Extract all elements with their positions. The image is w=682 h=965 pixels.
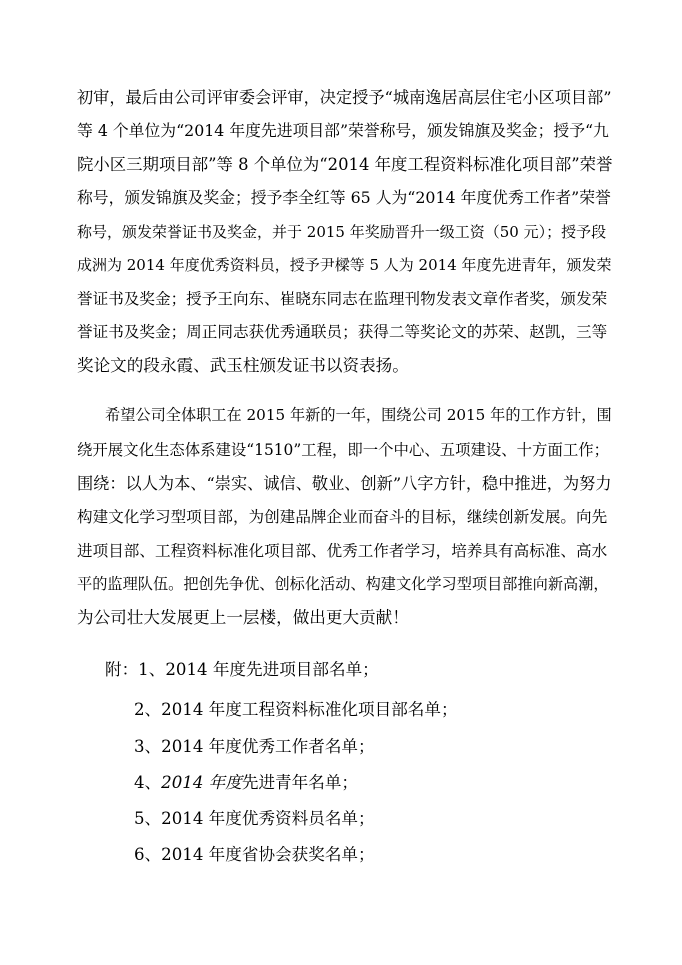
- text-line: 进项目部、工程资料标准化项目部、优秀工作者学习，培养具有高标准、高水: [77, 542, 608, 560]
- text-line: 绕开展文化生态体系建设“1510”工程，即一个中心、五项建设、十方面工作；: [77, 441, 610, 459]
- text-line: 初审，最后由公司评审委会评审，决定授予“城南逸居高层住宅小区项目部”: [77, 88, 612, 107]
- attachment-item: [134, 773, 358, 793]
- attachment-number: 4、: [134, 773, 162, 792]
- text-line: 等 4 个单位为“2014 年度先进项目部”荣誉称号，颁发锦旗及奖金；授予“九: [77, 121, 609, 140]
- text-line: 奖论文的段永霞、武玉柱颁发证书以资表扬。: [77, 356, 409, 375]
- text-line: 平的监理队伍。把创先争优、创标化活动、构建文化学习型项目部推向新高潮，: [77, 575, 609, 593]
- attachment-item: [134, 809, 375, 829]
- text-line: 称号，颁发锦旗及奖金；授予李全红等 65 人为“2014 年度优秀工作者”荣誉: [77, 188, 611, 207]
- text-line: 称号，颁发荣誉证书及奖金，并于 2015 年奖励晋升一级工资（50 元）；授予段: [77, 223, 607, 241]
- text-line: 院小区三期项目部”等 8 个单位为“2014 年度工程资料标准化项目部”荣誉: [77, 155, 613, 174]
- text-line: 成洲为 2014 年度优秀资料员，授予尹樑等 5 人为 2014 年度先进青年，颁发荣: [77, 256, 612, 274]
- attachment-number: 3、: [134, 737, 162, 756]
- attachment-item: [134, 845, 375, 865]
- attachment-text: 2014 年度优秀工作者名单；: [161, 737, 375, 756]
- attachment-header: 附：1、2014 年度先进项目部名单；: [105, 660, 379, 679]
- attachment-italic-year: 2014 年度: [161, 773, 242, 792]
- attachment-item: [134, 700, 458, 720]
- attachment-number: 2、: [134, 700, 162, 719]
- attachment-text: 2014 年度工程资料标准化项目部名单；: [161, 700, 458, 719]
- attachment-text: 2014 年度省协会获奖名单；: [161, 845, 375, 864]
- text-line: 为公司壮大发展更上一层楼，做出更大贡献！: [77, 608, 409, 627]
- text-line: 誉证书及奖金；周正同志获优秀通联员；获得二等奖论文的苏荣、赵凯，三等: [77, 323, 608, 341]
- attachment-text: 2014 年度优秀资料员名单；: [161, 809, 375, 828]
- text-line: 誉证书及奖金；授予王向东、崔晓东同志在监理刊物发表文章作者奖，颁发荣: [77, 290, 608, 308]
- text-line: 围绕：以人为本、“崇实、诚信、敬业、创新”八字方针，稳中推进，为努力: [77, 474, 612, 493]
- text-line: 希望公司全体职工在 2015 年新的一年，围绕公司 2015 年的工作方针，围: [105, 406, 612, 424]
- text-line: 构建文化学习型项目部，为创建品牌企业而奋斗的目标，继续创新发展。向先: [77, 508, 608, 526]
- attachment-text: 先进青年名单；: [241, 773, 359, 792]
- attachment-item: [134, 737, 375, 757]
- attachment-number: 6、: [134, 845, 162, 864]
- attachment-number: 5、: [134, 809, 162, 828]
